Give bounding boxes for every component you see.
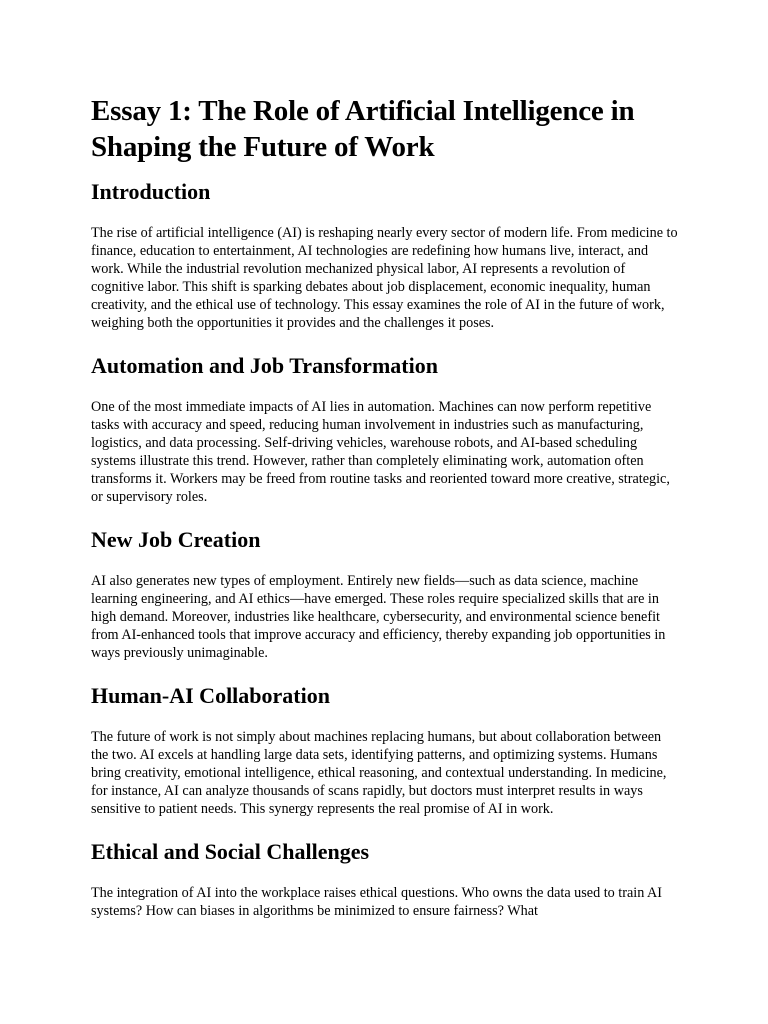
section-paragraph: The integration of AI into the workplace raises ethical questions. Who owns the data used to train AI systems? How can biases in algorithms be minimized to ensure fairness? What bbox=[91, 885, 663, 919]
section-paragraph: The rise of artificial intelligence (AI) is reshaping nearly every sector of modern life. From medicine to finance, education to entertainment, AI technologies are redefining how humans live, interact, and work. While the industrial revolution mechanized physical labor, AI represents a revolution of cognitive labor. This shift is sparking debates about job displacement, economic inequality, human creativity, and the ethical use of technology. This essay examines the role of AI in the future of work, weighing both the opportunities it provides and the challenges it poses. bbox=[91, 225, 678, 331]
section-new-job-creation bbox=[91, 526, 681, 662]
document-page bbox=[91, 93, 681, 940]
section-heading: Automation and Job Transformation bbox=[91, 353, 438, 378]
section-heading: Ethical and Social Challenges bbox=[91, 839, 370, 864]
section-introduction bbox=[91, 178, 681, 332]
section-heading: New Job Creation bbox=[91, 527, 261, 552]
section-human-ai-collaboration bbox=[91, 682, 681, 818]
section-heading: Introduction bbox=[91, 179, 211, 204]
document-title: Essay 1: The Role of Artificial Intelligence in Shaping the Future of Work bbox=[91, 95, 635, 163]
section-paragraph: The future of work is not simply about machines replacing humans, but about collaboration between the two. AI excels at handling large data sets, identifying patterns, and optimizing systems. Humans bring creativity, emotional intelligence, ethical reasoning, and contextual understanding. In medicine, for instance, AI can analyze thousands of scans rapidly, but doctors must interpret results in ways sensitive to patient needs. This synergy represents the real promise of AI in work. bbox=[91, 729, 667, 817]
section-paragraph: AI also generates new types of employment. Entirely new fields—such as data science, machine learning engineering, and AI ethics—have emerged. These roles require specialized skills that are in high demand. Moreover, industries like healthcare, cybersecurity, and environmental science benefit from AI-enhanced tools that improve accuracy and efficiency, thereby expanding job opportunities in ways previously unimaginable. bbox=[91, 573, 666, 661]
section-heading: Human-AI Collaboration bbox=[91, 683, 330, 708]
section-paragraph: One of the most immediate impacts of AI lies in automation. Machines can now perform repetitive tasks with accuracy and speed, reducing human involvement in industries such as manufacturing, logistics, and data processing. Self-driving vehicles, warehouse robots, and AI-based scheduling systems illustrate this trend. However, rather than completely eliminating work, automation often transforms it. Workers may be freed from routine tasks and reoriented toward more creative, strategic, or supervisory roles. bbox=[91, 399, 670, 505]
section-automation bbox=[91, 352, 681, 506]
section-ethical-challenges bbox=[91, 838, 681, 920]
